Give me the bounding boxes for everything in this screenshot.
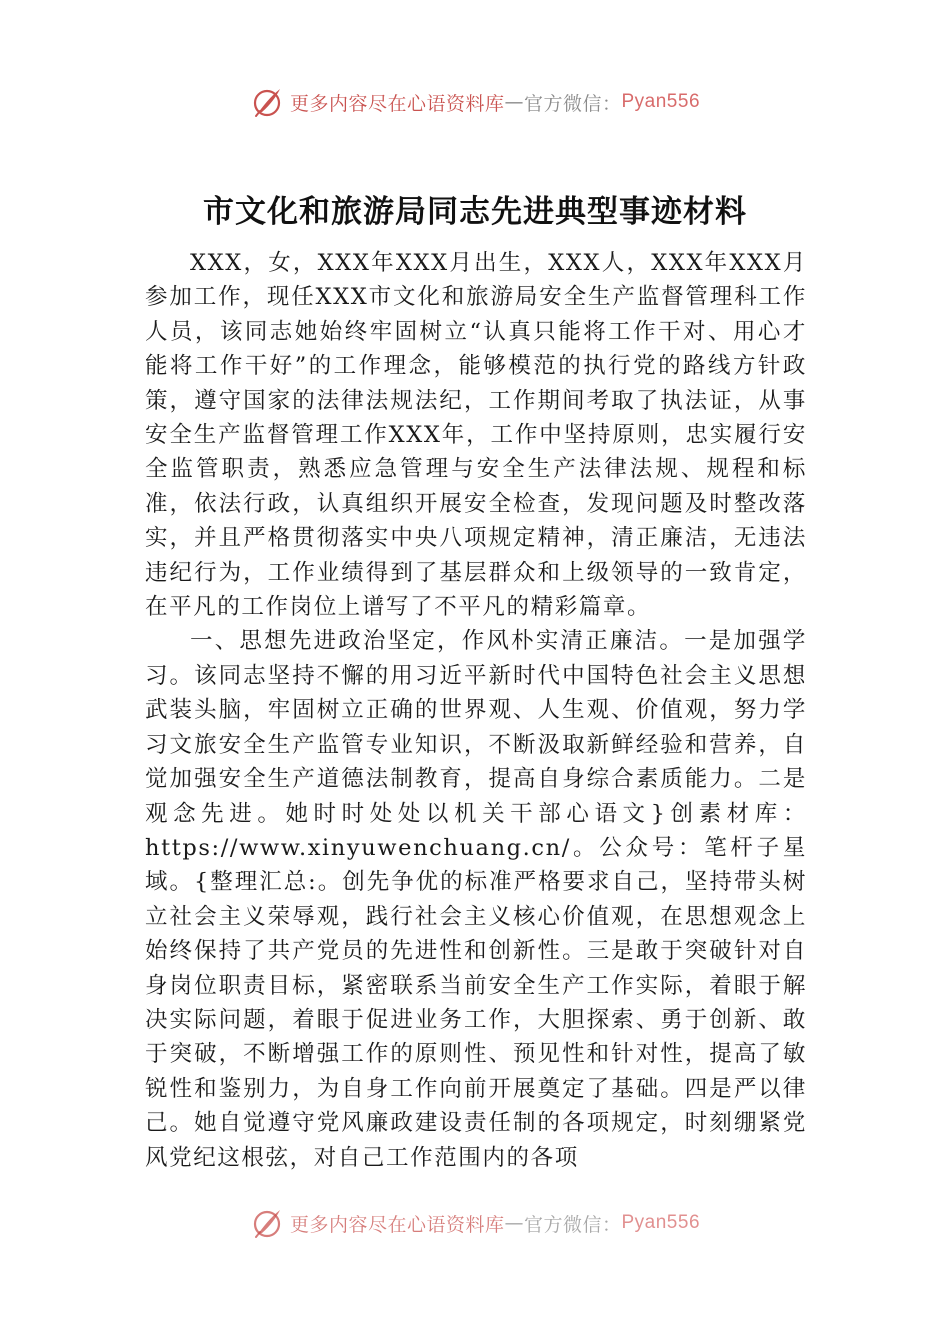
watermark-primary-text: 更多内容尽在心语资料库 xyxy=(289,1213,505,1236)
paragraph-section-one: 一、思想先进政治坚定，作风朴实清正廉洁。一是加强学习。该同志坚持不懈的用习近平新时代中国特色社会主义思想武装头脑，牢固树立正确的世界观、人生观、价值观，努力学习文旅安全生产监管专业知识，不断汲取新鲜经验和营养，自觉加强安全生产道德法制教育，提高自身综合素质能力。二是观念先进。她时时处处以机关干部心语文}创素材库：https://www.xinyuwenchuang.cn/。公众号：笔杆子星域。{整理汇总:。创先争优的标准严格要求自己，坚持带头树立社会主义荣辱观，践行社会主义核心价值观，在思想观念上始终保持了共产党员的先进性和创新性。三是敢于突破针对自身岗位职责目标，紧密联系当前安全生产工作实际，着眼于解决实际问题，着眼于促进业务工作，大胆探索、勇于创新、敢于突破，不断增强工作的原则性、预见性和针对性，提高了敏锐性和鉴别力，为自身工作向前开展奠定了基础。四是严以律己。她自觉遵守党风廉政建设责任制的各项规定，时刻绷紧党风党纪这根弦，对自己工作范围内的各项 xyxy=(145,628,807,1171)
header-watermark xyxy=(0,82,950,122)
watermark-separator: — xyxy=(504,1212,524,1234)
watermark-account: Pyan556 xyxy=(621,91,701,112)
watermark-secondary-text: 官方微信： xyxy=(523,1213,622,1236)
footer-watermark xyxy=(0,1203,950,1243)
watermark-separator: — xyxy=(504,91,524,113)
quill-pen-logo-icon xyxy=(250,1206,284,1240)
document-body xyxy=(145,246,807,1214)
paragraph-intro: XXX，女，XXX年XXX月出生，XXX人，XXX年XXX月参加工作，现任XXX市文化和旅游局安全生产监督管理科工作人员，该同志她始终牢固树立“认真只能将工作干对、用心才能将工作干好”的工作理念，能够模范的执行党的路线方针政策，遵守国家的法律法规法纪，工作期间考取了执法证，从事安全生产监督管理工作XXX年，工作中坚持原则，忠实履行安全监管职责，熟悉应急管理与安全生产法律法规、规程和标准，依法行政，认真组织开展安全检查，发现问题及时整改落实，并且严格贯彻落实中央八项规定精神，清正廉洁，无违法违纪行为，工作业绩得到了基层群众和上级领导的一致肯定，在平凡的工作岗位上谱写了不平凡的精彩篇章。 xyxy=(145,250,807,621)
watermark-primary-text: 更多内容尽在心语资料库 xyxy=(289,92,505,115)
quill-pen-logo-icon xyxy=(250,85,284,119)
watermark-account: Pyan556 xyxy=(621,1212,701,1233)
document-title: 市文化和旅游局同志先进典型事迹材料 xyxy=(203,194,747,230)
watermark-secondary-text: 官方微信： xyxy=(523,92,622,115)
